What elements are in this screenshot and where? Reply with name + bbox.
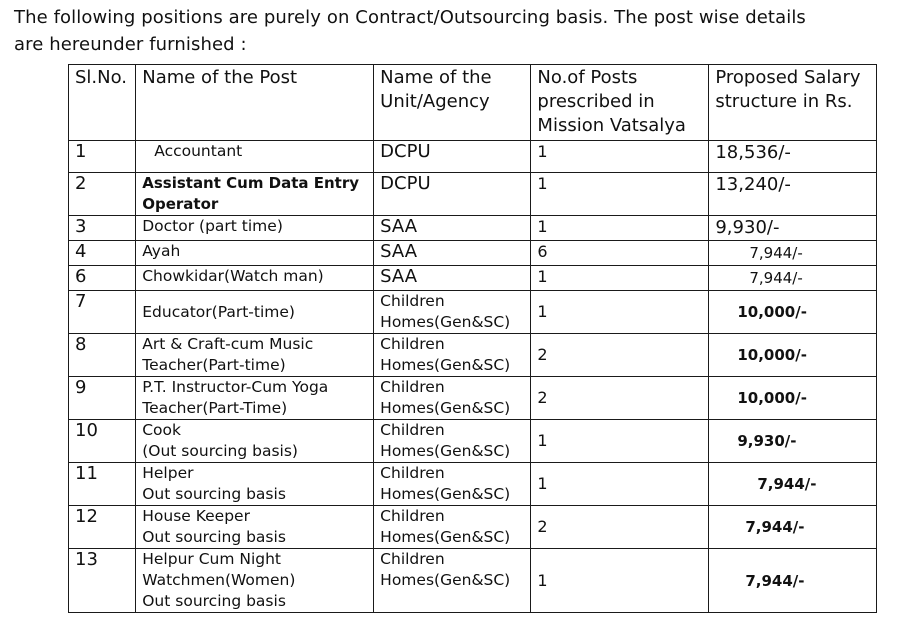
row-unit: Children Homes(Gen&SC) [374,549,531,613]
row-post-count: 6 [531,241,709,266]
post-name-line: Watchmen(Women) [142,571,296,589]
row-post-name: Assistant Cum Data Entry Operator [136,173,374,216]
row-sl-no: 11 [69,463,136,506]
row-unit: Children Homes(Gen&SC) [374,334,531,377]
table-row [69,463,877,506]
table-row [69,216,877,241]
row-post-name: Ayah [136,241,374,266]
table-row [69,291,877,334]
row-post-name: Art & Craft-cum Music Teacher(Part-time) [136,334,374,377]
row-post-count: 1 [531,141,709,173]
row-post-name: Educator(Part-time) [136,291,374,334]
row-salary: 7,944/- [709,266,877,291]
row-salary: 7,944/- [709,549,877,613]
table-row [69,377,877,420]
table-header-row [69,65,877,141]
row-unit: DCPU [374,141,531,173]
row-sl-no: 2 [69,173,136,216]
row-post-count: 1 [531,216,709,241]
row-post-name [136,420,374,463]
row-post-count: 1 [531,173,709,216]
row-post-count: 1 [531,549,709,613]
row-sl-no: 9 [69,377,136,420]
row-unit: Children Homes(Gen&SC) [374,463,531,506]
row-sl-no: 6 [69,266,136,291]
table-row [69,266,877,291]
row-unit: Children Homes(Gen&SC) [374,506,531,549]
table-row [69,549,877,613]
row-post-count: 2 [531,506,709,549]
row-post-name [136,463,374,506]
row-post-name: Chowkidar(Watch man) [136,266,374,291]
row-salary: 9,930/- [709,216,877,241]
row-post-name: Doctor (part time) [136,216,374,241]
row-salary: 10,000/- [709,291,877,334]
row-salary: 13,240/- [709,173,877,216]
header-unit-agency: Name of the Unit/Agency [374,65,531,141]
row-unit: SAA [374,241,531,266]
row-unit: Children Homes(Gen&SC) [374,377,531,420]
table-row [69,506,877,549]
row-unit: Children Homes(Gen&SC) [374,291,531,334]
post-name-line: Out sourcing basis [142,592,286,610]
posts-table [68,64,877,613]
row-unit: SAA [374,216,531,241]
row-salary: 7,944/- [709,463,877,506]
table-row [69,173,877,216]
post-name-line: (Out sourcing basis) [142,442,298,460]
row-salary: 10,000/- [709,334,877,377]
post-name-line: Out sourcing basis [142,528,286,546]
row-post-count: 1 [531,266,709,291]
table-row [69,420,877,463]
row-post-count: 1 [531,291,709,334]
row-post-count: 1 [531,420,709,463]
row-salary: 7,944/- [709,506,877,549]
row-sl-no: 12 [69,506,136,549]
row-salary: 7,944/- [709,241,877,266]
row-salary: 9,930/- [709,420,877,463]
table-row [69,141,877,173]
row-unit: SAA [374,266,531,291]
header-sl-no: Sl.No. [69,65,136,141]
row-sl-no: 3 [69,216,136,241]
row-sl-no: 1 [69,141,136,173]
header-proposed-salary: Proposed Salary structure in Rs. [709,65,877,141]
post-name-line: Helper [142,464,194,482]
row-post-count: 2 [531,334,709,377]
row-salary: 10,000/- [709,377,877,420]
intro-line-2: are hereunder furnished : [14,34,247,55]
row-post-name [136,549,374,613]
header-no-of-posts: No.of Posts prescribed in Mission Vatsalya [531,65,709,141]
post-name-line: Out sourcing basis [142,485,286,503]
post-name-line: Helpur Cum Night [142,550,282,568]
row-post-count: 2 [531,377,709,420]
row-unit: DCPU [374,173,531,216]
intro-line-1: The following positions are purely on Contract/Outsourcing basis. The post wise details [14,7,806,28]
row-post-name: P.T. Instructor-Cum Yoga Teacher(Part-Time) [136,377,374,420]
row-sl-no: 8 [69,334,136,377]
row-post-name [136,506,374,549]
row-sl-no: 13 [69,549,136,613]
intro-paragraph [14,4,884,58]
row-sl-no: 7 [69,291,136,334]
row-sl-no: 4 [69,241,136,266]
table-row [69,334,877,377]
row-salary: 18,536/- [709,141,877,173]
row-post-name: Accountant [136,141,374,173]
row-unit: Children Homes(Gen&SC) [374,420,531,463]
header-post-name: Name of the Post [136,65,374,141]
row-sl-no: 10 [69,420,136,463]
post-name-line: Cook [142,421,181,439]
table-row [69,241,877,266]
row-post-count: 1 [531,463,709,506]
post-name-line: House Keeper [142,507,250,525]
